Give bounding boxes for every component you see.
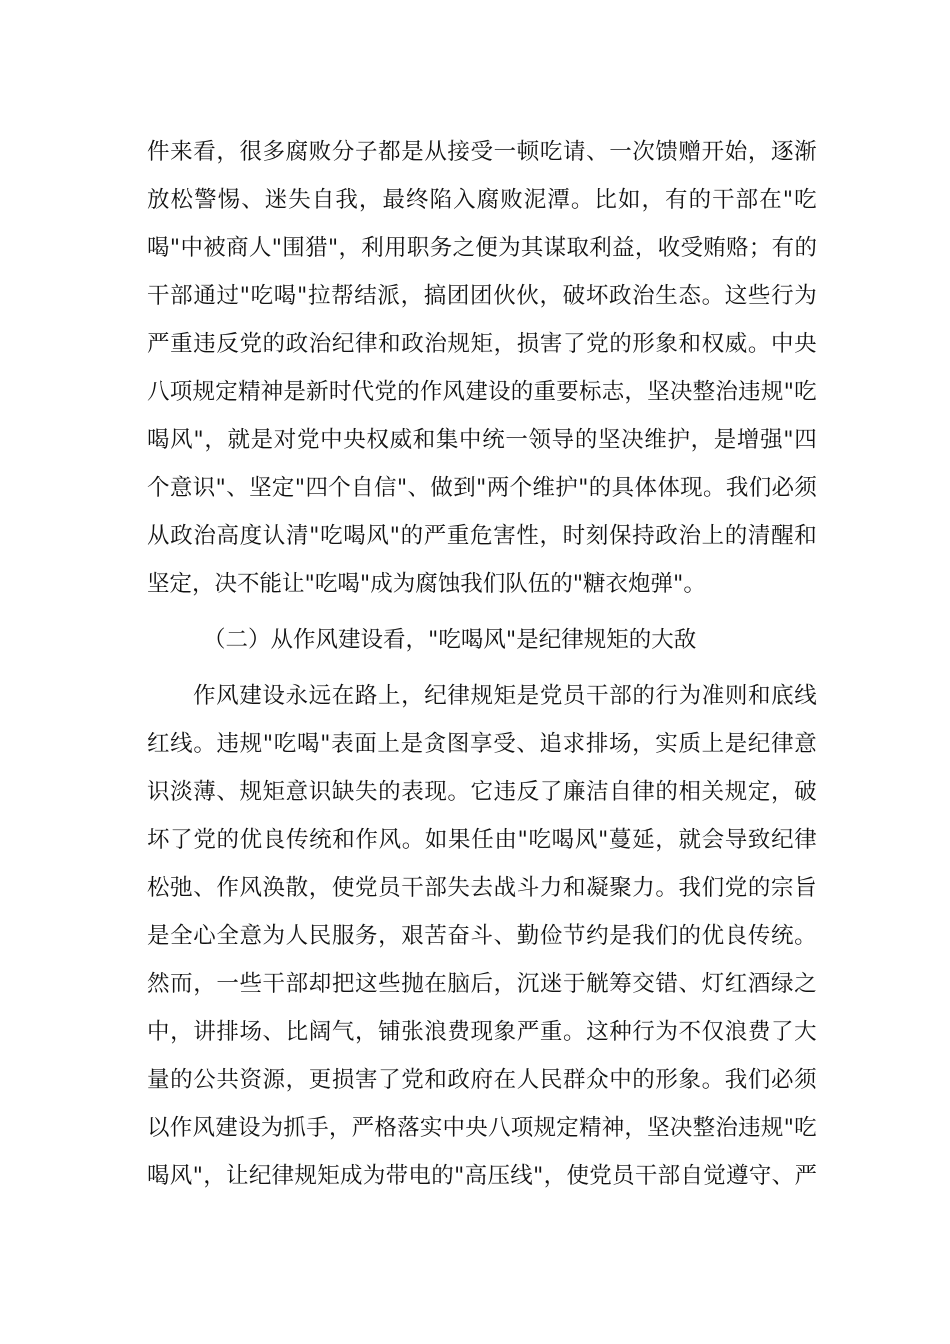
body-line: 八 项 规 定 精 神 是 新 时 代 党 的 作 风 建 设 的 重 要 标 志 ， 坚 决 整 治 违 规 " 吃	[147, 379, 817, 405]
body-line: 中 ， 讲 排 场 、 比 阔 气 ， 铺 张 浪 费 现 象 严 重 。 这 种 行 为 不 仅 浪 费 了 大	[147, 1019, 817, 1045]
body-line: 严 重 违 反 党 的 政 治 纪 律 和 政 治 规 矩 ， 损 害 了 党 的 形 象 和 权 威 。 中 央	[147, 331, 817, 357]
body-line: 放 松 警 惕 、 迷 失 自 我 ， 最 终 陷 入 腐 败 泥 潭 。 比 如 ， 有 的 干 部 在 " 吃	[147, 187, 817, 213]
body-line: 红 线 。 违 规 " 吃 喝 " 表 面 上 是 贪 图 享 受 、 追 求 排 场 ， 实 质 上 是 纪 律 意	[147, 731, 817, 757]
paragraph-first-line: 作 风 建 设 永 远 在 路 上 ， 纪 律 规 矩 是 党 员 干 部 的 行 为 准 则 和 底 线	[193, 683, 817, 709]
body-line: 坏 了 党 的 优 良 传 统 和 作 风 。 如 果 任 由 " 吃 喝 风 " 蔓 延 ， 就 会 导 致 纪 律	[147, 827, 817, 853]
body-line: 干 部 通 过 " 吃 喝 " 拉 帮 结 派 ， 搞 团 团 伙 伙 ， 破 坏 政 治 生 态 。 这 些 行 为	[147, 283, 817, 309]
body-line: 喝 风 " ， 让 纪 律 规 矩 成 为 带 电 的 " 高 压 线 " ， 使 党 员 干 部 自 觉 遵 守 、 严	[147, 1163, 817, 1189]
body-line: 喝 风 " ， 就 是 对 党 中 央 权 威 和 集 中 统 一 领 导 的 坚 决 维 护 ， 是 增 强 " 四	[147, 427, 817, 453]
body-line: 量 的 公 共 资 源 ， 更 损 害 了 党 和 政 府 在 人 民 群 众 中 的 形 象 。 我 们 必 须	[147, 1067, 817, 1093]
paragraph-end-line: 坚定，决不能让"吃喝"成为腐蚀我们队伍的"糖衣炮弹"。	[147, 571, 706, 597]
body-line: 以 作 风 建 设 为 抓 手 ， 严 格 落 实 中 央 八 项 规 定 精 神 ， 坚 决 整 治 违 规 " 吃	[147, 1115, 817, 1141]
body-line: 识 淡 薄 、 规 矩 意 识 缺 失 的 表 现 。 它 违 反 了 廉 洁 自 律 的 相 关 规 定 ， 破	[147, 779, 817, 805]
body-line: 个 意 识 " 、 坚 定 " 四 个 自 信 " 、 做 到 " 两 个 维 护 " 的 具 体 体 现 。 我 们 必 须	[147, 475, 817, 501]
body-line: 从 政 治 高 度 认 清 " 吃 喝 风 " 的 严 重 危 害 性 ， 时 刻 保 持 政 治 上 的 清 醒 和	[147, 523, 817, 549]
body-line: 喝 " 中 被 商 人 " 围 猎 " ， 利 用 职 务 之 便 为 其 谋 取 利 益 ， 收 受 贿 赂 ； 有 的	[147, 235, 817, 261]
body-line: 是 全 心 全 意 为 人 民 服 务 ， 艰 苦 奋 斗 、 勤 俭 节 约 是 我 们 的 优 良 传 统 。	[147, 923, 817, 949]
body-line: 然 而 ， 一 些 干 部 却 把 这 些 抛 在 脑 后 ， 沉 迷 于 觥 筹 交 错 、 灯 红 酒 绿 之	[147, 971, 817, 997]
section-heading: （二）从作风建设看，"吃喝风"是纪律规矩的大敌	[203, 627, 697, 653]
body-line: 松 弛 、 作 风 涣 散 ， 使 党 员 干 部 失 去 战 斗 力 和 凝 聚 力 。 我 们 党 的 宗 旨	[147, 875, 817, 901]
body-line: 件 来 看 ， 很 多 腐 败 分 子 都 是 从 接 受 一 顿 吃 请 、 一 次 馈 赠 开 始 ， 逐 渐	[147, 139, 817, 165]
